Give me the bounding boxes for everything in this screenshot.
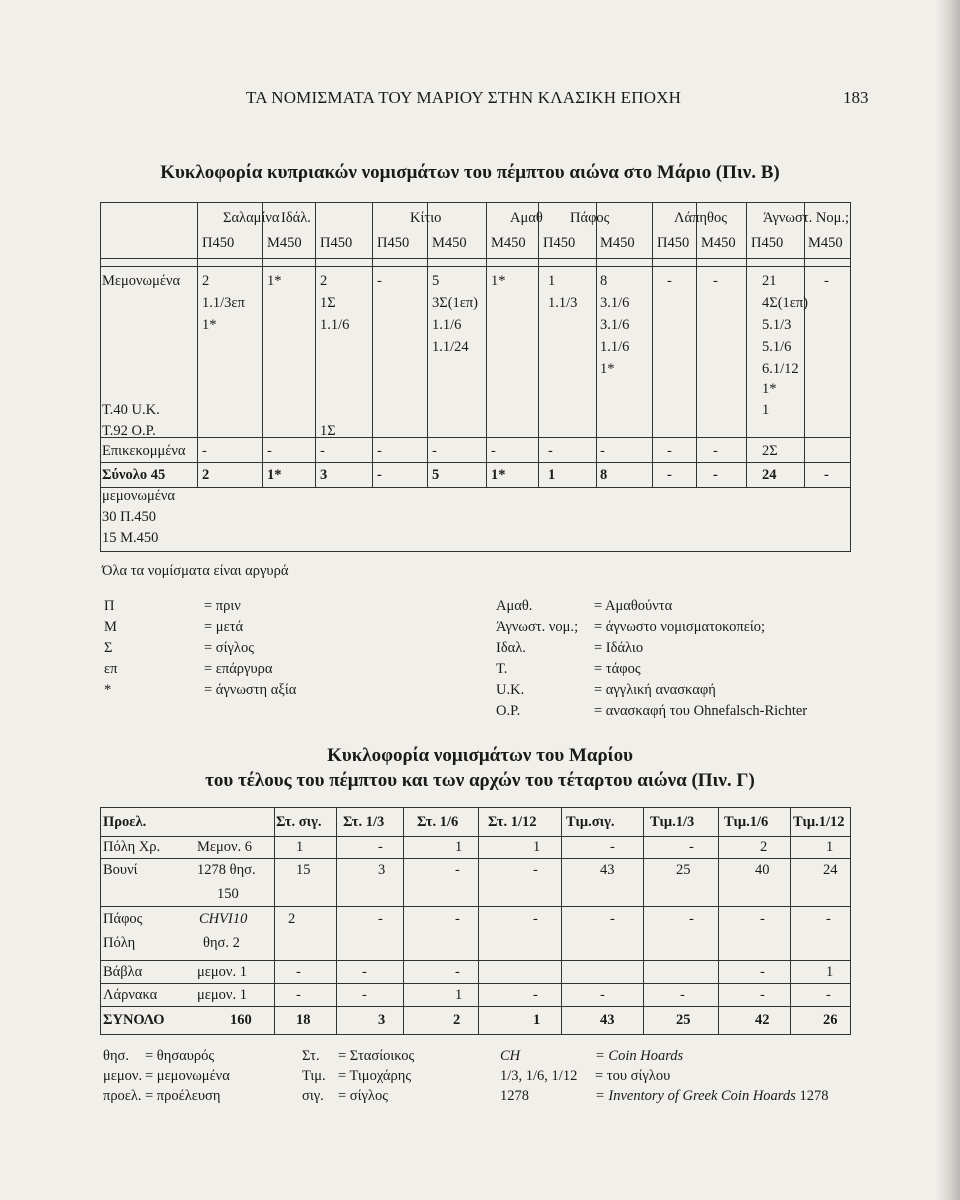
cell: 3.1/6 [600, 317, 630, 333]
table2-total-cell: 25 [676, 1012, 691, 1028]
table2-cell: 40 [755, 862, 770, 878]
row-label: Μεμονωμένα [102, 273, 181, 289]
group-paphos: Πάφος [570, 210, 610, 226]
subheader: Μ450 [701, 235, 736, 251]
table2-cell: 1 [826, 964, 834, 980]
cell: - [377, 443, 382, 459]
legend-meaning-line [595, 1088, 828, 1105]
cell: - [548, 443, 553, 459]
legend-abbr: Σ [104, 640, 113, 656]
cell: 3.1/6 [600, 295, 630, 311]
table2-cell: 2 [288, 911, 296, 927]
row-label: Επικεκομμένα [102, 443, 186, 459]
table2-cell: - [296, 964, 301, 980]
cell: 21 [762, 273, 777, 289]
legend-suffix: 1278 [799, 1088, 829, 1104]
legend-meaning: = άγνωστο νομισματοκοπείο; [594, 619, 765, 635]
table2-total-cell: 18 [296, 1012, 311, 1028]
table2-cell: - [689, 839, 694, 855]
legend-abbr: θησ. [103, 1048, 129, 1064]
page-number: 183 [843, 88, 869, 107]
cell: 1.1/24 [432, 339, 469, 355]
legend-meaning: = Στασίοικος [338, 1048, 415, 1064]
table2-cell: 2 [760, 839, 768, 855]
legend-abbr: Στ. [302, 1048, 320, 1064]
cell: - [320, 443, 325, 459]
table2-header: Τιμ.1/3 [650, 814, 695, 830]
total-cell: 2 [202, 467, 210, 483]
table2-cell: 1 [826, 839, 834, 855]
table2-cell: - [610, 839, 615, 855]
legend-meaning: = ανασκαφή του Ohnefalsch-Richter [594, 703, 808, 719]
cell: - [432, 443, 437, 459]
subheader: Π450 [543, 235, 576, 251]
table2-header: Τιμ.1/6 [724, 814, 769, 830]
cell: - [824, 273, 829, 289]
table2-source: μεμον. 1 [197, 964, 247, 980]
table2-total-cell: 3 [378, 1012, 386, 1028]
legend-abbr: Τιμ. [302, 1068, 326, 1084]
table2-cell: - [600, 987, 605, 1003]
legend-abbr: Μ [104, 619, 117, 635]
legend-abbr: * [104, 682, 112, 698]
table2-cell: 24 [823, 862, 838, 878]
table2-cell: - [455, 911, 460, 927]
cell: 1Σ [320, 423, 336, 439]
row-label: Τ.92 Ο.Ρ. [102, 423, 156, 439]
cell: 1.1/6 [600, 339, 630, 355]
table2-total-cell: 42 [755, 1012, 770, 1028]
cell: 5.1/3 [762, 317, 792, 333]
subheader: Π450 [320, 235, 353, 251]
table1-title: Κυκλοφορία κυπριακών νομισμάτων του πέμπτου αιώνα στο Μάριο (Πιν. Β) [160, 162, 780, 183]
legend-abbr: Αμαθ. [496, 598, 533, 614]
table2-total-cell: 2 [453, 1012, 461, 1028]
total-cell: 24 [762, 467, 777, 483]
table2-cell: 1 [533, 839, 541, 855]
table2-header: Στ. σιγ. [276, 814, 322, 830]
legend-abbr: προελ. [103, 1088, 142, 1104]
subheader: Π450 [657, 235, 690, 251]
row-label: 30 Π.450 [102, 509, 156, 525]
cell: 1* [202, 317, 217, 333]
subheader: Μ450 [491, 235, 526, 251]
table2-cell: - [455, 964, 460, 980]
total-cell: 1* [491, 467, 506, 483]
cell: 4Σ(1επ) [762, 295, 809, 311]
table2-source: 1278 θησ. [197, 862, 256, 878]
table2-cell: - [455, 862, 460, 878]
table2-source: Μεμον. 6 [197, 839, 253, 855]
subheader: Μ450 [808, 235, 843, 251]
legend-meaning: = πριν [204, 598, 241, 614]
cell: 5.1/6 [762, 339, 792, 355]
total-cell: 8 [600, 467, 608, 483]
legend-meaning: = σίγλος [338, 1088, 388, 1104]
legend-meaning: = επάργυρα [204, 661, 273, 677]
table2-header: Τιμ.1/12 [793, 814, 845, 830]
total-cell: 5 [432, 467, 440, 483]
legend-meaning: = σίγλος [204, 640, 254, 656]
table2-header: Στ. 1/6 [417, 814, 459, 830]
table2-cell: - [680, 987, 685, 1003]
table2-place: Λάρνακα [103, 987, 158, 1003]
table2-cell: 25 [676, 862, 691, 878]
legend-abbr: U.K. [496, 682, 525, 698]
legend-abbr: επ [104, 661, 118, 677]
cell: 1* [762, 381, 777, 397]
cell: - [667, 273, 672, 289]
legend-meaning: = Αμαθούντα [594, 598, 673, 614]
legend-meaning: = μεμονωμένα [145, 1068, 230, 1084]
legend-meaning: = αγγλική ανασκαφή [594, 682, 716, 698]
legend-meaning: = Τιμοχάρης [338, 1068, 412, 1084]
legend-abbr: σιγ. [302, 1088, 324, 1104]
legend-meaning: = μετά [204, 619, 244, 635]
table2-cell: - [533, 987, 538, 1003]
cell: - [267, 443, 272, 459]
cell: - [377, 273, 382, 289]
group-amathous: Αμαθ [510, 210, 543, 226]
total-cell: 3 [320, 467, 328, 483]
cell: 5 [432, 273, 440, 289]
legend-abbr: μεμον. [103, 1068, 143, 1084]
subheader: Μ450 [600, 235, 635, 251]
table2-source: μεμον. 1 [197, 987, 247, 1003]
table2-cell: 43 [600, 862, 615, 878]
cell: 6.1/12 [762, 361, 799, 377]
row-label: Τ.40 U.K. [102, 402, 160, 418]
subheader: Π450 [202, 235, 235, 251]
total-cell: - [713, 467, 718, 483]
row-label: μεμονωμένα [102, 488, 176, 504]
table2-cell: - [533, 911, 538, 927]
table2-cell: 1 [296, 839, 304, 855]
legend-abbr: 1278 [500, 1088, 529, 1104]
cell: 1.1/6 [432, 317, 462, 333]
legend-meaning: = άγνωστη αξία [204, 682, 297, 698]
total-cell: - [667, 467, 672, 483]
table2-cell: - [362, 987, 367, 1003]
table2-cell: - [760, 964, 765, 980]
cell: - [600, 443, 605, 459]
table2-cell: 15 [296, 862, 311, 878]
group-idalion: Ιδάλ. [281, 210, 311, 226]
group-lapithos: Λάπηθος [674, 210, 727, 226]
table2-total-label: ΣΥΝΟΛΟ [103, 1012, 165, 1028]
subheader: Π450 [751, 235, 784, 251]
table2-source: θησ. 2 [203, 935, 240, 951]
table2-place: Βουνί [103, 862, 138, 878]
subheader: Μ450 [432, 235, 467, 251]
table2-cell: - [689, 911, 694, 927]
subheader: Μ450 [267, 235, 302, 251]
table2-place: Πόλη Χρ. [103, 839, 161, 855]
cell: 1 [548, 273, 556, 289]
table2-cell: - [760, 911, 765, 927]
legend-abbr: 1/3, 1/6, 1/12 [500, 1068, 578, 1084]
table2-cell: - [826, 911, 831, 927]
table2-total-cell: 26 [823, 1012, 838, 1028]
table1-footnote: Όλα τα νομίσματα είναι αργυρά [102, 563, 289, 579]
table2-header: Προελ. [103, 814, 147, 830]
group-unknown-mint: Άγνωστ. Νομ.; [763, 210, 850, 226]
total-cell: 1* [267, 467, 282, 483]
table2-total-source: 160 [230, 1012, 252, 1028]
table2-cell: 1 [455, 839, 463, 855]
cell: 1.1/3επ [202, 295, 245, 311]
cell: 2 [320, 273, 328, 289]
table2-place: Βάβλα [103, 964, 143, 980]
cell: 8 [600, 273, 608, 289]
table2-cell: 3 [378, 862, 386, 878]
cell: 1Σ [320, 295, 336, 311]
group-salamina: Σαλαμίνα [223, 210, 280, 226]
table2-place: Πόλη [103, 935, 136, 951]
table2-cell: - [296, 987, 301, 1003]
table2-header: Τιμ.σιγ. [566, 814, 615, 830]
cell: 3Σ(1επ) [432, 295, 479, 311]
legend-abbr: Π [104, 598, 115, 614]
total-cell: - [824, 467, 829, 483]
cell: - [667, 443, 672, 459]
cell: 1* [491, 273, 506, 289]
table2-header: Στ. 1/3 [343, 814, 385, 830]
cell: 2 [202, 273, 210, 289]
legend-meaning: = τάφος [594, 661, 641, 677]
table2-cell: 1 [455, 987, 463, 1003]
table2-cell: - [610, 911, 615, 927]
table2-cell: - [826, 987, 831, 1003]
legend-meaning: = Inventory of Greek Coin Hoards [595, 1088, 796, 1104]
table2-title-line1: Κυκλοφορία νομισμάτων του Μαρίου [327, 745, 633, 766]
cell: - [713, 443, 718, 459]
total-cell: - [377, 467, 382, 483]
row-label: 15 Μ.450 [102, 530, 159, 546]
table2-source: 150 [217, 886, 239, 902]
row-label: Σύνολο 45 [102, 467, 166, 483]
group-kition: Κίτιο [410, 210, 442, 226]
total-cell: 1 [548, 467, 556, 483]
legend-meaning: = Ιδάλιο [594, 640, 644, 656]
legend-meaning: = προέλευση [145, 1088, 221, 1104]
legend-abbr: Ο.Ρ. [496, 703, 521, 719]
legend-meaning: = Coin Hoards [595, 1048, 684, 1064]
legend-abbr: Ιδαλ. [496, 640, 526, 656]
legend-meaning: = του σίγλου [595, 1068, 671, 1084]
cell: - [491, 443, 496, 459]
cell: 1.1/3 [548, 295, 578, 311]
table2-cell: - [533, 862, 538, 878]
cell: 1 [762, 402, 770, 418]
cell: 1.1/6 [320, 317, 350, 333]
cell: 2Σ [762, 443, 778, 459]
table2-total-cell: 43 [600, 1012, 615, 1028]
subheader: Π450 [377, 235, 410, 251]
table2-total-cell: 1 [533, 1012, 541, 1028]
table2-cell: - [362, 964, 367, 980]
legend-abbr: Τ. [496, 661, 508, 677]
cell: 1* [600, 361, 615, 377]
table2-title-line2: του τέλους του πέμπτου και των αρχών του τέταρτου αιώνα (Πιν. Γ) [205, 770, 755, 791]
legend-abbr: Άγνωστ. νομ.; [496, 619, 579, 635]
table2-cell: - [378, 839, 383, 855]
legend-meaning: = θησαυρός [145, 1048, 215, 1064]
legend-abbr: CH [500, 1048, 521, 1064]
table2-header: Στ. 1/12 [488, 814, 537, 830]
table2-place: Πάφος [103, 911, 143, 927]
table2-source: CHVI10 [199, 911, 248, 927]
table2-cell: - [378, 911, 383, 927]
cell: 1* [267, 273, 282, 289]
running-header: ΤΑ ΝΟΜΙΣΜΑΤΑ ΤΟΥ ΜΑΡΙΟΥ ΣΤΗΝ ΚΛΑΣΙΚΗ ΕΠΟΧΗ [246, 88, 682, 107]
cell: - [713, 273, 718, 289]
cell: - [202, 443, 207, 459]
table2-cell: - [760, 987, 765, 1003]
